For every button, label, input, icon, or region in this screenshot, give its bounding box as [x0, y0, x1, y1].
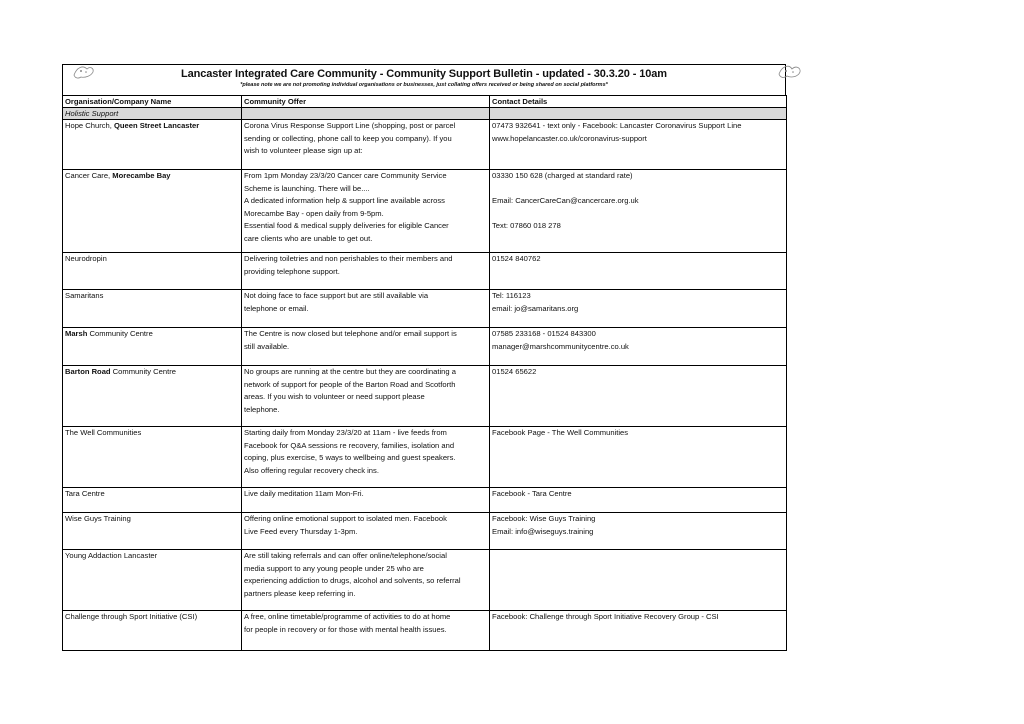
- organisation-cell: [63, 253, 242, 290]
- community-offer-cell: [242, 170, 490, 253]
- contact-details-cell: [490, 427, 787, 488]
- contact-details-cell: [490, 290, 787, 328]
- offer-line: for people in recovery or for those with mental health issues.: [244, 624, 447, 634]
- contact-details-cell: [490, 328, 787, 366]
- community-offer-cell: [242, 253, 490, 290]
- organisation-name: Cancer Care,: [65, 171, 113, 180]
- organisation-name: Community Centre: [87, 329, 153, 338]
- offer-line: A dedicated information help & support line available across: [244, 196, 445, 205]
- table-row: [63, 120, 787, 170]
- community-offer-cell: [242, 550, 490, 611]
- table-row: [63, 550, 787, 611]
- offer-line: experiencing addiction to drugs, alcohol and solvents, so referral: [244, 576, 461, 585]
- contact-line: 07585 233168 - 01524 843300: [492, 329, 596, 338]
- contact-details-cell: [490, 120, 787, 170]
- organisation-name: Wise Guys Training: [65, 514, 131, 523]
- contact-line: [492, 183, 784, 196]
- offer-line: Offering online emotional support to isolated men. Facebook: [244, 514, 447, 523]
- table-row: [63, 427, 787, 488]
- offer-line: A free, online timetable/programme of activities to do at home: [244, 612, 451, 621]
- community-offer-cell: [242, 120, 490, 170]
- organisation-cell: [63, 366, 242, 427]
- offer-line: telephone.: [244, 404, 280, 414]
- organisation-name: Community Centre: [110, 367, 176, 376]
- contact-line: Facebook: Challenge through Sport Initiative Recovery Group - CSI: [492, 612, 719, 621]
- support-table: [62, 95, 787, 651]
- contact-details-cell: [490, 488, 787, 513]
- organisation-location: Queen Street Lancaster: [113, 121, 200, 130]
- offer-line: Live Feed every Thursday 1-3pm.: [244, 526, 358, 536]
- offer-line: From 1pm Monday 23/3/20 Cancer care Community Service: [244, 171, 447, 180]
- contact-details-cell: [490, 366, 787, 427]
- organisation-name: Young Addaction Lancaster: [65, 551, 158, 560]
- offer-line: media support to any young people under 25 who are: [244, 563, 424, 573]
- offer-line: The Centre is now closed but telephone and/or email support is: [244, 329, 457, 338]
- bulletin-sheet: [62, 64, 786, 651]
- offer-line: No groups are running at the centre but they are coordinating a: [244, 367, 456, 376]
- offer-line: still available.: [244, 341, 290, 351]
- community-offer-cell: [242, 488, 490, 513]
- organisation-name: Samaritans: [65, 291, 104, 300]
- contact-details-cell: [490, 170, 787, 253]
- offer-line: Delivering toiletries and non perishables to their members and: [244, 254, 453, 263]
- contact-line: Facebook Page - The Well Communities: [492, 428, 629, 437]
- organisation-cell: [63, 170, 242, 253]
- bulletin-title: Lancaster Integrated Care Community - Community Support Bulletin - updated - 30.3.20 - 10am: [181, 68, 667, 80]
- offer-line: Scheme is launching. There will be....: [244, 183, 370, 193]
- table-row: [63, 290, 787, 328]
- organisation-name: Neurodropin: [65, 254, 107, 263]
- contact-line: 01524 65622: [492, 367, 537, 376]
- contact-line: Facebook - Tara Centre: [492, 489, 572, 498]
- section-label: Holistic Support: [63, 108, 242, 120]
- bulletin-header: [62, 64, 786, 95]
- table-header-row: [63, 96, 787, 108]
- offer-line: telephone or email.: [244, 303, 309, 313]
- offer-line: Morecambe Bay - open daily from 9-5pm.: [244, 208, 384, 218]
- offer-line: network of support for people of the Barton Road and Scotforth: [244, 379, 456, 389]
- organisation-name-bold: Barton Road: [65, 367, 111, 376]
- table-row: [63, 328, 787, 366]
- organisation-cell: [63, 611, 242, 651]
- organisation-cell: [63, 290, 242, 328]
- organisation-name: Tara Centre: [65, 489, 105, 498]
- organisation-name: Challenge through Sport Initiative (CSI): [65, 612, 198, 621]
- organisation-cell: [63, 120, 242, 170]
- offer-line: Essential food & medical supply deliveries for eligible Cancer: [244, 221, 449, 230]
- contact-line: www.hopelancaster.co.uk/coronavirus-support: [492, 133, 647, 143]
- contact-details-cell: [490, 550, 787, 611]
- offer-line: Corona Virus Response Support Line (shopping, post or parcel: [244, 121, 456, 130]
- contact-line: manager@marshcommunitycentre.co.uk: [492, 341, 629, 351]
- community-offer-cell: [242, 328, 490, 366]
- organisation-cell: [63, 513, 242, 550]
- offer-line: providing telephone support.: [244, 266, 340, 276]
- table-row: [63, 488, 787, 513]
- contact-details-cell: [490, 253, 787, 290]
- offer-line: partners please keep referring in.: [244, 588, 356, 598]
- organisation-location: Morecambe Bay: [112, 171, 171, 180]
- offer-line: Facebook for Q&A sessions re recovery, families, isolation and: [244, 440, 455, 450]
- bulletin-note: *please note we are not promoting individual organisations or businesses, just collating offers received or being shared on social platforms*: [240, 82, 608, 88]
- section-row: [63, 108, 787, 120]
- table-row: [63, 513, 787, 550]
- table-row: [63, 366, 787, 427]
- table-row: [63, 611, 787, 651]
- community-offer-cell: [242, 366, 490, 427]
- contact-details-cell: [490, 611, 787, 651]
- offer-line: Not doing face to face support but are still available via: [244, 291, 429, 300]
- column-header-offer: Community Offer: [242, 96, 490, 108]
- organisation-name-bold: Marsh: [65, 329, 88, 338]
- offer-line: sending or collecting, phone call to keep you company). If you: [244, 133, 452, 143]
- contact-line: Email: info@wiseguys.training: [492, 526, 594, 536]
- contact-details-cell: [490, 513, 787, 550]
- offer-line: wish to volunteer please sign up at:: [244, 146, 363, 155]
- offer-line: care clients who are unable to get out.: [244, 233, 373, 243]
- community-offer-cell: [242, 513, 490, 550]
- table-row: [63, 253, 787, 290]
- contact-line: [492, 208, 784, 221]
- organisation-cell: [63, 488, 242, 513]
- column-header-contact: Contact Details: [490, 96, 787, 108]
- organisation-name: The Well Communities: [65, 428, 142, 437]
- community-offer-cell: [242, 427, 490, 488]
- organisation-cell: [63, 550, 242, 611]
- contact-line: 03330 150 628 (charged at standard rate): [492, 171, 633, 180]
- organisation-cell: [63, 328, 242, 366]
- offer-line: Also offering regular recovery check ins.: [244, 465, 379, 475]
- contact-line: Email: CancerCareCan@cancercare.org.uk: [492, 196, 639, 205]
- organisation-name: Hope Church,: [65, 121, 114, 130]
- contact-line: Text: 07860 018 278: [492, 221, 561, 230]
- contact-line: 07473 932641 - text only - Facebook: Lancaster Coronavirus Support Line: [492, 121, 742, 130]
- organisation-cell: [63, 427, 242, 488]
- offer-line: Live daily meditation 11am Mon-Fri.: [244, 489, 364, 498]
- offer-line: Are still taking referrals and can offer online/telephone/social: [244, 551, 447, 560]
- contact-line: Tel: 116123: [492, 291, 531, 300]
- offer-line: coping, plus exercise, 5 ways to wellbeing and guest speakers.: [244, 453, 456, 462]
- community-offer-cell: [242, 290, 490, 328]
- contact-line: Facebook: Wise Guys Training: [492, 514, 596, 523]
- contact-line: email: jo@samaritans.org: [492, 303, 579, 313]
- community-offer-cell: [242, 611, 490, 651]
- column-header-organisation: Organisation/Company Name: [63, 96, 242, 108]
- offer-line: Starting daily from Monday 23/3/20 at 11am - live feeds from: [244, 428, 447, 437]
- table-row: [63, 170, 787, 253]
- offer-line: areas. If you wish to volunteer or need support please: [244, 392, 425, 401]
- contact-line: 01524 840762: [492, 254, 541, 263]
